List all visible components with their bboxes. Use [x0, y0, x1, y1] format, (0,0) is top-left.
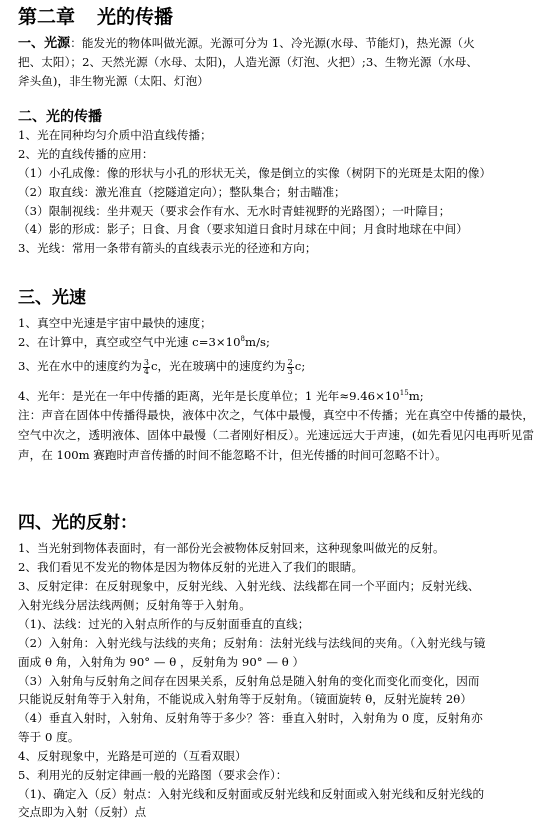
s3-note: 注：声音在固体中传播得最快，液体中次之，气体中最慢，真空中不传播；光在真空中传播的最快，空气中次之，透明液体、固体中最慢（二者刚好相反）。光速远远大于声速，(如先看见闪电再听见雷声，在 100m 赛跑时声音传播的时间不能忽略不计，但光传播的时间可忽略不计）。	[18, 408, 534, 462]
s4-line-3: 入射光线分居法线两侧；反射角等于入射角。	[18, 598, 251, 612]
s3-line3: 3、光在水中的速度约为 $\frac{3}{4}$ c，光在玻璃中的速度约为 $\frac{2}{3}$ c;	[18, 357, 306, 376]
chapter-name: 光的传播	[97, 6, 174, 28]
s2-line-3: （2）取直线：激光准直（挖隧道定向）；整队集合；射击瞄准；	[18, 185, 346, 199]
chapter-title	[18, 2, 173, 29]
s4-line-11: 4、反射现象中，光路是可逆的（互看双眼）	[18, 749, 247, 763]
s2-line-0: 1、光在同种均匀介质中沿直线传播；	[18, 128, 212, 142]
s3-line1: 1、真空中光速是宇宙中最快的速度；	[18, 316, 212, 330]
s2-heading: 二、光的传播	[18, 109, 102, 125]
fraction-three-quarters: $\frac{3}{4}$	[143, 357, 150, 376]
s2-line-2: （1）小孔成像：像的形状与小孔的形状无关，像是倒立的实像（树阴下的光斑是太阳的像）	[18, 166, 492, 180]
s4-line-7: （3）入射角与反射角之间存在因果关系，反射角总是随入射角的变化而变化而变化，因而	[18, 674, 480, 688]
s4-line-0: 1、当光射到物体表面时，有一部份光会被物体反射回来，这种现象叫做光的反射。	[18, 541, 445, 555]
s4-line-4: （1)、法线：过光的入射点所作的与反射面垂直的直线；	[18, 617, 310, 631]
s2-line-4: （3）限制视线：坐井观天（要求会作有水、无水时青蛙视野的光路图）；一叶障目；	[18, 204, 451, 218]
s4-line-10: 等于 0 度。	[18, 730, 80, 744]
s2-line-1: 2、光的直线传播的应用：	[18, 147, 154, 161]
fraction-two-thirds: $\frac{2}{3}$	[287, 357, 293, 376]
s4-line-12: 5、利用光的反射定律画一般的光路图（要求会作）：	[18, 768, 288, 782]
s1-line3: 斧头鱼)，非生物光源（太阳、灯泡）	[18, 74, 209, 88]
s4-line-8: 只能说反射角等于入射角，不能说成入射角等于反射角。（镜面旋转 θ，反射光旋转 2θ）	[18, 692, 472, 706]
s2-line-6: 3、光线：常用一条带有箭头的直线表示光的径迹和方向；	[18, 241, 317, 255]
s4-heading: 四、光的反射：	[18, 513, 137, 533]
s3-line4: 4、光年：是光在一年中传播的距离，光年是长度单位；1 光年$\approx 9.46\times 10^{15}m$;	[18, 389, 424, 403]
s1-heading: 一、光源	[18, 36, 71, 51]
s1-line1: 一、光源：能发光的物体叫做光源。光源可分为 1、冷光源(水母、节能灯)，热光源（火	[18, 36, 475, 51]
s4-line-14: 交点即为入射（反射）点	[18, 805, 147, 819]
s4-line-6: 面成 θ 角，入射角为 90° — θ ，反射角为 90° — θ ）	[18, 655, 305, 669]
chapter-number: 第二章	[18, 6, 76, 28]
s4-line-5: （2）入射角：入射光线与法线的夹角；反射角：法射光线与法线间的夹角。（入射光线与镜	[18, 636, 486, 650]
s4-line-1: 2、我们看见不发光的物体是因为物体反射的光进入了我们的眼睛。	[18, 560, 364, 574]
s3-heading: 三、光速	[18, 288, 86, 308]
s2-line-5: （4）影的形成：影子；日食、月食（要求知道日食时月球在中间；月食时地球在中间）	[18, 222, 468, 236]
s4-line-2: 3、反射定律：在反射现象中，反射光线、入射光线、法线都在同一个平面内；反射光线、	[18, 579, 480, 593]
s1-line2: 把、太阳）；2、天然光源（水母、太阳)，人造光源（灯泡、火把）;3、生物光源（水母、	[18, 55, 479, 69]
s4-line-13: （1)、确定入（反）射点：入射光线和反射面或反射光线和反射面或入射光线和反射光线的	[18, 787, 485, 801]
s3-line2: 2、在计算中，真空或空气中光速 $c=3\times 10^8m/s$;	[18, 335, 271, 349]
s4-line-9: （4）垂直入射时，入射角、反射角等于多少？答：垂直入射时，入射角为 0 度，反射角亦	[18, 711, 483, 725]
